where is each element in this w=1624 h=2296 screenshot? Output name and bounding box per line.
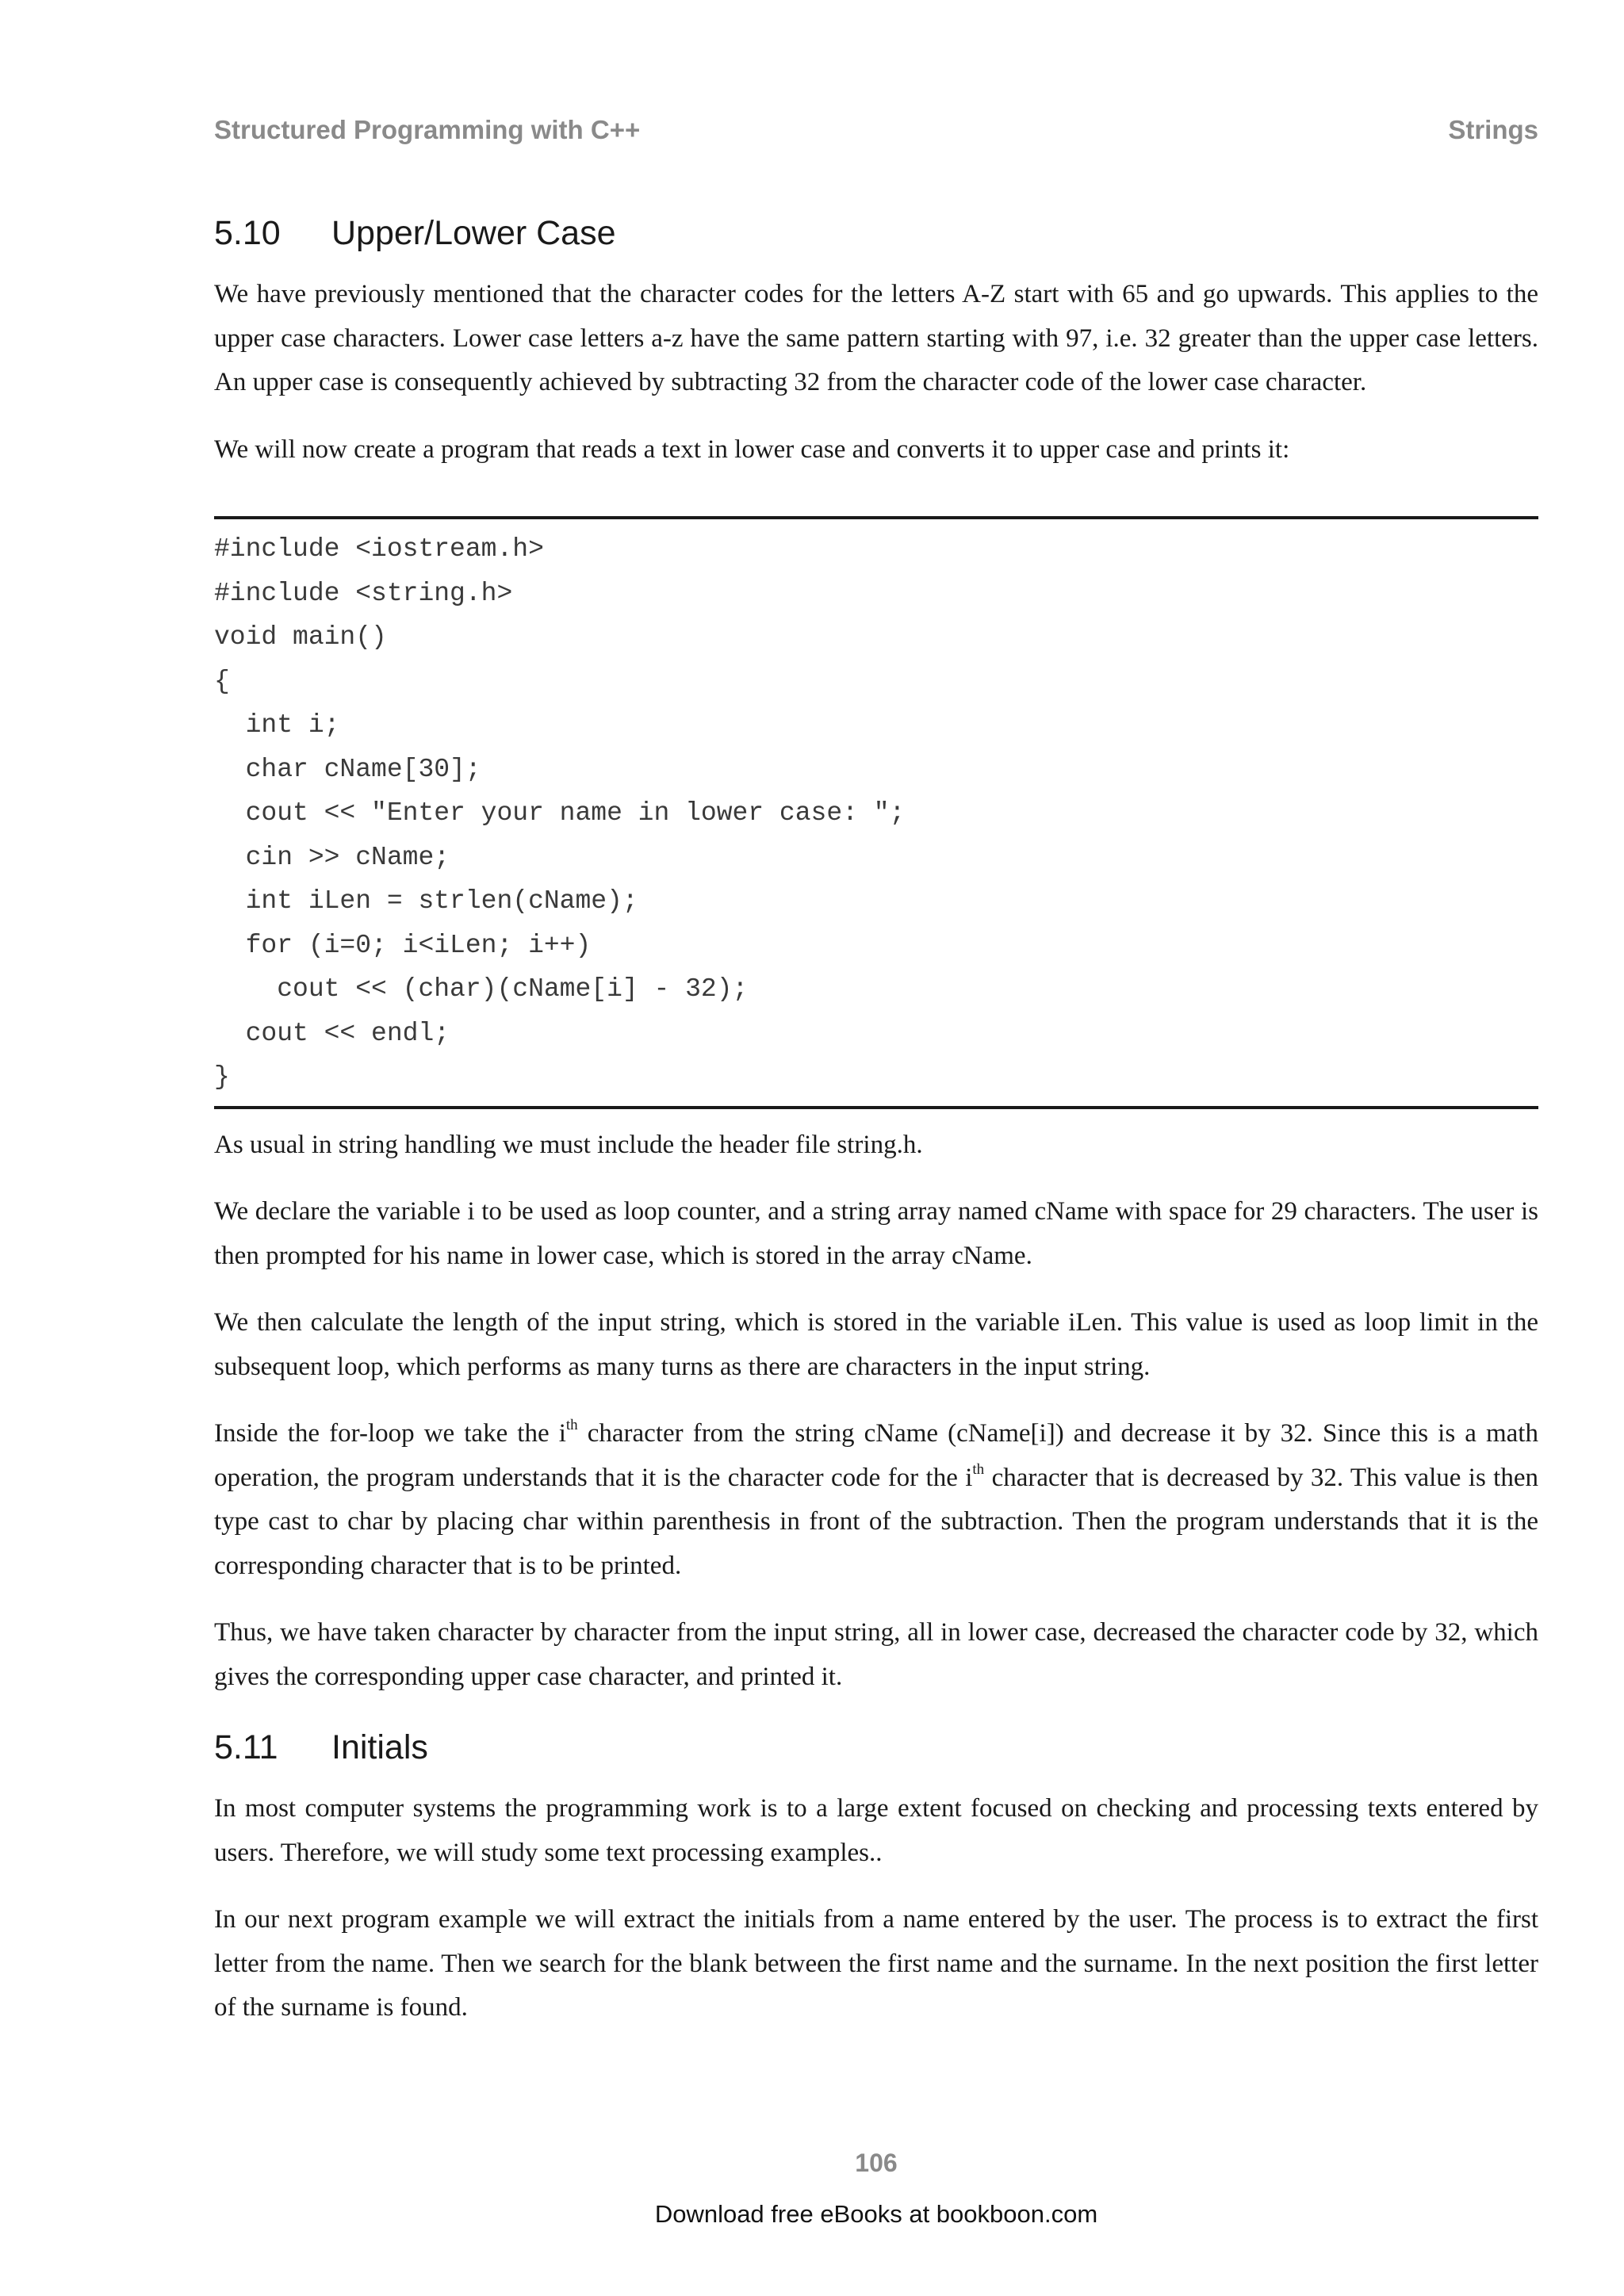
- code-line: int i;: [214, 710, 340, 740]
- paragraph: We then calculate the length of the input string, which is stored in the variable iLen. This value is used as loop limit in the subsequent loop, which performs as many turns as there are characters in the input string.: [214, 1308, 1538, 1381]
- code-line: {: [214, 666, 230, 696]
- code-line: cout << "Enter your name in lower case: ";: [214, 798, 906, 828]
- paragraph: Thus, we have taken character by character from the input string, all in lower case, decreased the character code by 32, which gives the corresponding upper case character, and printed it.: [214, 1618, 1538, 1691]
- paragraph: We have previously mentioned that the character codes for the letters A-Z start with 65 and go upwards. This applies to the upper case characters. Lower case letters a-z have the same pattern starting with 97, i.e. 32 greater than the upper case letters. An upper case is consequently achieved by subtracting 32 from the character code of the lower case character.: [214, 280, 1538, 396]
- code-line: cout << (char)(cName[i] - 32);: [214, 974, 749, 1004]
- text-run: character from the string cName (cName[i]) and decrease it by 32. Since this is a math operation, the program understands that it is the character code for the i: [214, 1419, 1538, 1492]
- text-run: Inside the for-loop we take the i: [214, 1419, 566, 1448]
- section-title: Upper/Lower Case: [331, 214, 616, 252]
- footer-download-link[interactable]: Download free eBooks at bookboon.com: [654, 2200, 1098, 2228]
- paragraph: In our next program example we will extract the initials from a name entered by the user. The process is to extract the first letter from the name. Then we search for the blank between the first name and the surname. In the next position the first letter of the surname is found.: [214, 1905, 1538, 2022]
- superscript: th: [972, 1460, 985, 1478]
- paragraph: We will now create a program that reads a text in lower case and converts it to upper case and prints it:: [214, 434, 1290, 464]
- code-line: #include <iostream.h>: [214, 534, 544, 564]
- running-header: [214, 115, 1538, 145]
- code-line: #include <string.h>: [214, 578, 513, 608]
- code-listing: [214, 516, 1538, 1109]
- code-line: void main(): [214, 622, 387, 652]
- page-number: 106: [855, 2149, 898, 2177]
- text-run: character that is decreased by 32. This value is then type cast to char by placing char within parenthesis in front of the subtraction. Then the program understands that it is the corresponding character that is to be printed.: [214, 1463, 1538, 1580]
- code-line: for (i=0; i<iLen; i++): [214, 930, 592, 960]
- section-heading-5-11: [214, 1722, 1538, 1773]
- section-number: 5.11: [214, 1728, 278, 1766]
- code-line: char cName[30];: [214, 754, 481, 784]
- chapter-title: Strings: [1448, 115, 1538, 144]
- book-title: Structured Programming with C++: [214, 115, 641, 144]
- code-line: cout << endl;: [214, 1018, 450, 1048]
- section-heading-5-10: [214, 208, 1538, 258]
- code-line: cin >> cName;: [214, 842, 450, 872]
- document-page: [214, 0, 1538, 2296]
- page-content: [214, 208, 1538, 2053]
- paragraph: In most computer systems the programming work is to a large extent focused on checking and processing texts entered by users. Therefore, we will study some text processing examples..: [214, 1794, 1538, 1867]
- superscript: th: [565, 1417, 578, 1433]
- paragraph: We declare the variable i to be used as loop counter, and a string array named cName with space for 29 characters. The user is then prompted for his name in lower case, which is stored in the array cName.: [214, 1197, 1538, 1270]
- section-title: Initials: [331, 1728, 428, 1766]
- paragraph: [214, 1412, 1538, 1588]
- code-line: int iLen = strlen(cName);: [214, 886, 638, 916]
- section-number: 5.10: [214, 214, 281, 252]
- paragraph: As usual in string handling we must include the header file string.h.: [214, 1130, 923, 1159]
- code-line: }: [214, 1062, 230, 1092]
